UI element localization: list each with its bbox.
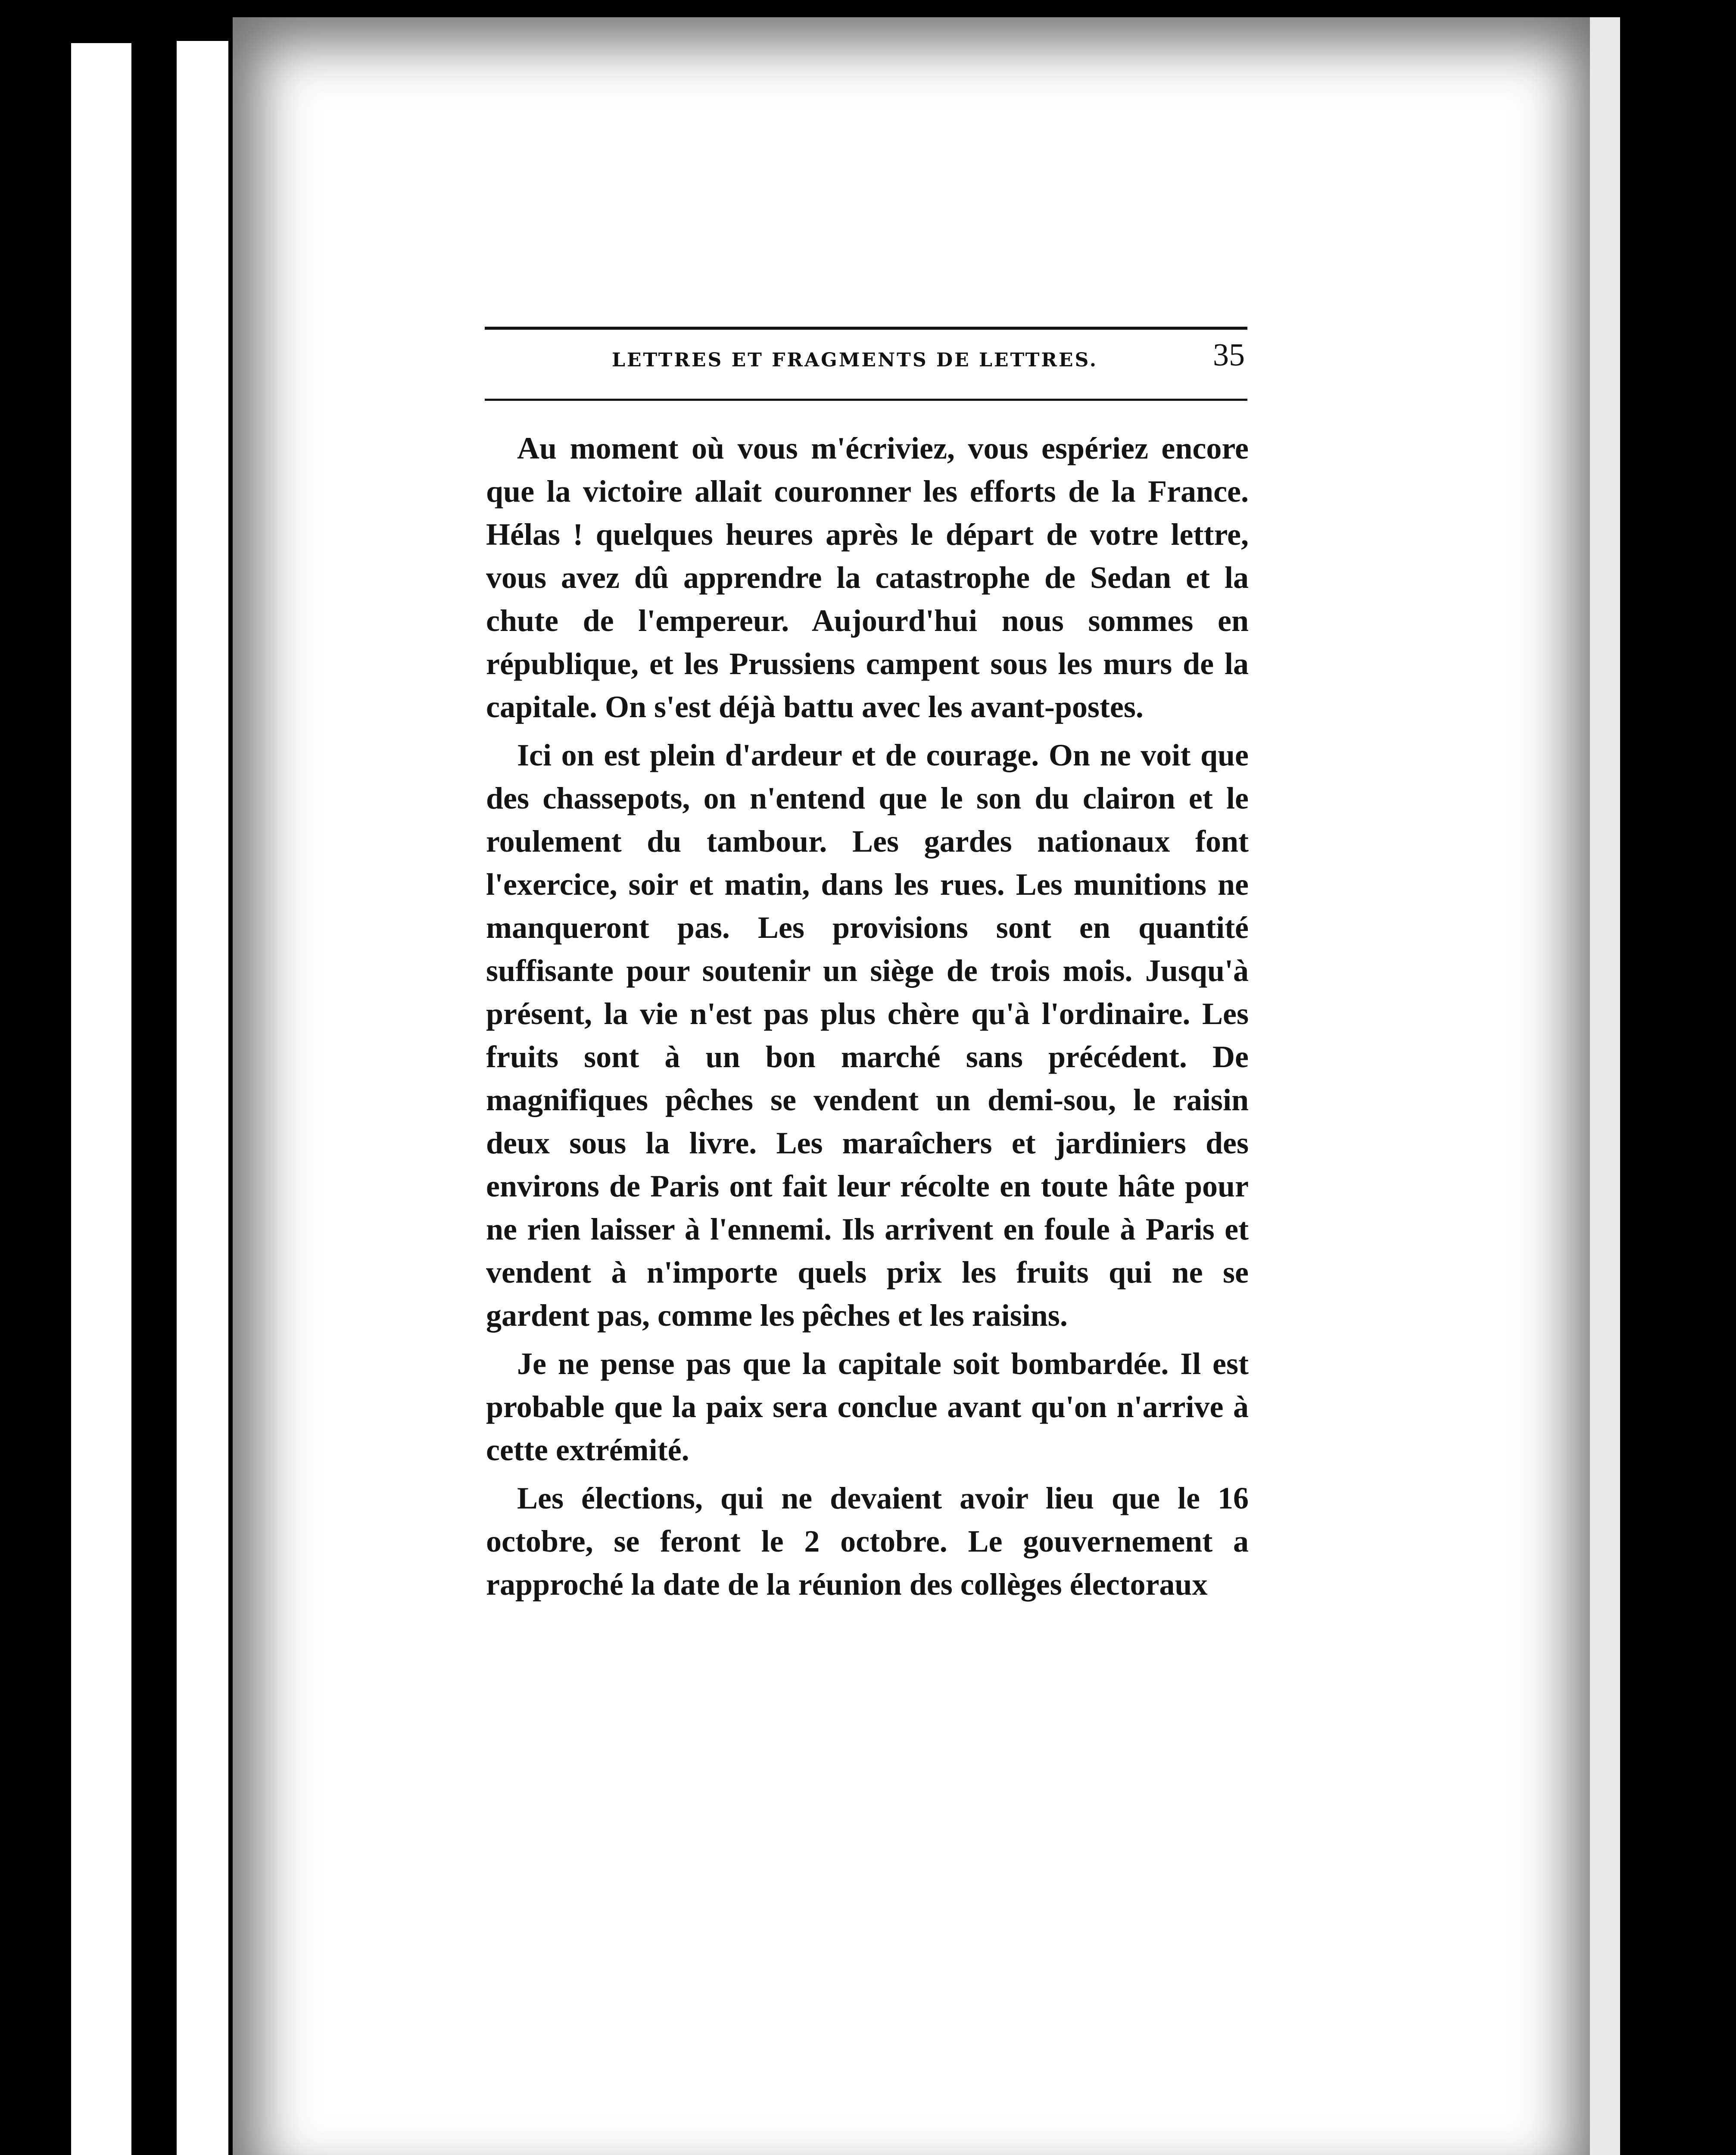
running-head: LETTRES ET FRAGMENTS DE LETTRES. [612, 349, 1098, 371]
paragraph: Les élections, qui ne devaient avoir lieu que le 16 octobre, se feront le 2 octobre. Le gouvernement a rapproché la date de la réunion des collèges électoraux [486, 1481, 1249, 1602]
header-rule-bottom [485, 399, 1247, 401]
body-text [486, 427, 1249, 1611]
page-edge-right [1590, 17, 1620, 2155]
binding-strip-inner [177, 41, 228, 2155]
binding-strip-left [71, 43, 131, 2155]
page-number: 35 [1213, 337, 1245, 373]
header-rule-top [485, 327, 1247, 330]
paragraph: Je ne pense pas que la capitale soit bombardée. Il est probable que la paix sera conclue avant qu'on n'arrive à cette extrémité. [486, 1346, 1249, 1467]
paragraph: Ici on est plein d'ardeur et de courage. On ne voit que des chassepots, on n'entend que le son du clairon et le roulement du tambour. Les gardes nationaux font l'exercice, soir et matin, dans les rues. Les munitions ne manqueront pas. Les provisions sont en quantité suffisante pour soutenir un siège de trois mois. Jusqu'à présent, la vie n'est pas plus chère qu'à l'ordinaire. Les fruits sont à un bon marché sans précédent. De magnifiques pêches se vendent un demi-sou, le raisin deux sous la livre. Les maraîchers et jardiniers des environs de Paris ont fait leur récolte en toute hâte pour ne rien laisser à l'ennemi. Ils arrivent en foule à Paris et vendent à n'importe quels prix les fruits qui ne se gardent pas, comme les pêches et les raisins. [486, 738, 1249, 1333]
paragraph: Au moment où vous m'écriviez, vous espériez encore que la victoire allait couronner les efforts de la France. Hélas ! quelques heures après le départ de votre lettre, vous avez dû apprendre la catastrophe de Sedan et la chute de l'empereur. Aujourd'hui nous sommes en république, et les Prussiens campent sous les murs de la capitale. On s'est déjà battu avec les avant-postes. [486, 431, 1249, 724]
